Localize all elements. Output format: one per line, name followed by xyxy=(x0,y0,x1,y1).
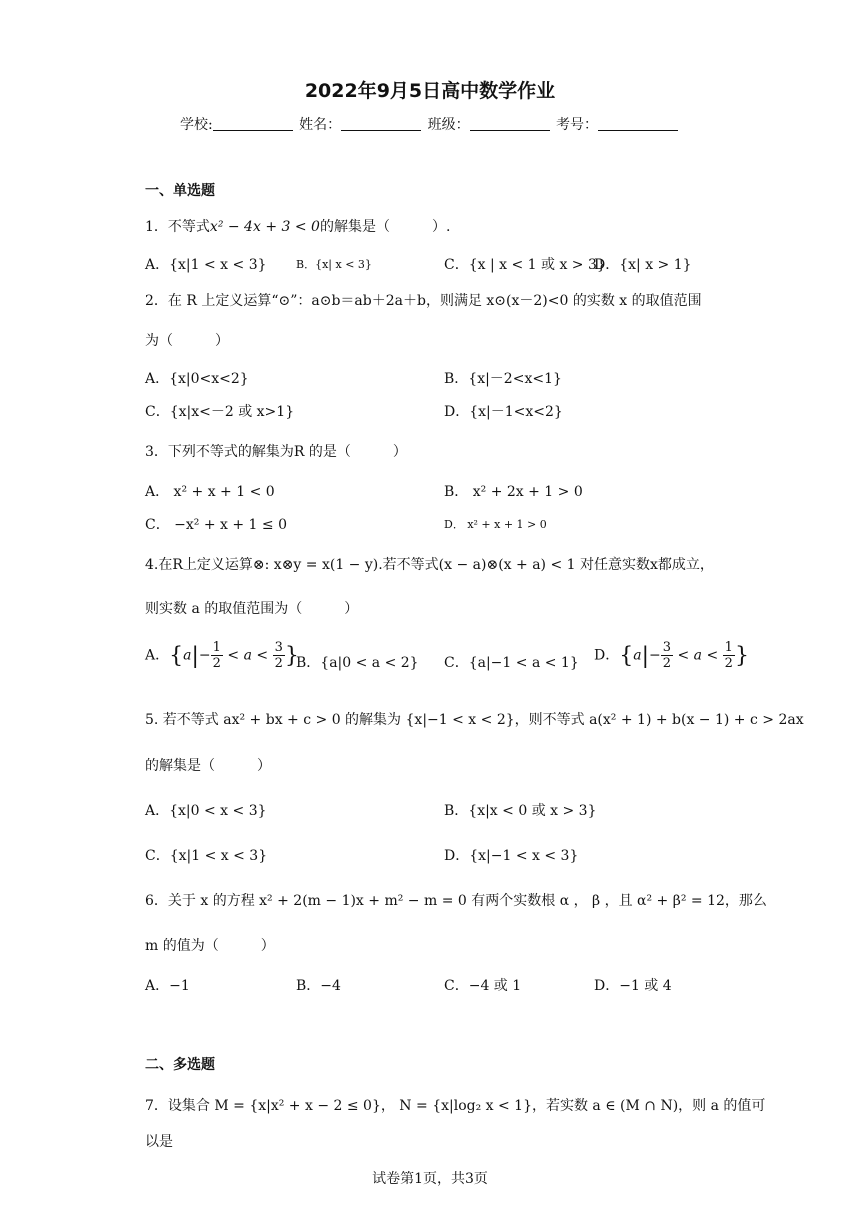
page-title: 2022年9月5日高中数学作业 xyxy=(304,80,556,102)
q3-option-a[interactable]: A． x² + x + 1 < 0 xyxy=(145,484,275,500)
section-multi-choice: 二、多选题 xyxy=(145,1057,215,1073)
question-6-line-1: 6．关于 x 的方程 x² + 2(m − 1)x + m² − m = 0 有两个实数根 α ， β ，且 α² + β² = 12，那么 xyxy=(145,893,767,909)
question-7-line-2: 以是 xyxy=(145,1134,173,1150)
question-6-line-2: m 的值为（ ） xyxy=(145,938,275,954)
q4-option-d[interactable]: D．{a|− $\frac{3}{2}$ < a < $\frac{1}{2}$ } xyxy=(594,640,749,671)
question-7-line-1: 7．设集合 M = {x|x² + x − 2 ≤ 0}， N = {x|log₂ x < 1}，若实数 a ∈ (M ∩ N)，则 a 的值可 xyxy=(145,1098,766,1114)
section-single-choice: 一、单选题 xyxy=(145,183,215,199)
q1-option-b[interactable]: B．{x| x < 3} xyxy=(296,258,372,271)
q1-option-d[interactable]: D．{x| x > 1} xyxy=(594,257,692,273)
question-5-line-1: 5. 若不等式 ax² + bx + c > 0 的解集为 {x|−1 < x < 2}，则不等式 a(x² + 1) + b(x − 1) + c > 2ax xyxy=(145,712,804,728)
q6-option-b[interactable]: B．−4 xyxy=(296,978,341,994)
q5-option-c[interactable]: C．{x|1 < x < 3} xyxy=(145,848,268,864)
student-info-line xyxy=(0,114,860,134)
school-label: 学校: xyxy=(179,117,213,133)
q5-option-b[interactable]: B．{x|x < 0 或 x > 3} xyxy=(444,803,597,819)
question-4-line-2: 则实数 a 的取值范围为（ ） xyxy=(145,601,359,617)
name-blank[interactable] xyxy=(341,116,421,131)
school-blank[interactable] xyxy=(213,116,293,131)
q1-option-c[interactable]: C．{x | x < 1 或 x > 3} xyxy=(444,257,606,273)
q2-option-a[interactable]: A．{x|0<x<2} xyxy=(145,371,249,387)
q2-option-d[interactable]: D．{x|－1<x<2} xyxy=(444,404,563,420)
class-blank[interactable] xyxy=(470,116,550,131)
q4-option-b[interactable]: B．{a|0 < a < 2} xyxy=(296,655,419,671)
q1-option-a[interactable]: A．{x|1 < x < 3} xyxy=(145,257,267,273)
page-footer: 试卷第1页，共3页 xyxy=(372,1171,488,1187)
question-5-line-2: 的解集是（ ） xyxy=(145,758,271,774)
name-label: 姓名： xyxy=(299,117,342,133)
q4-option-a[interactable]: A．{a|− $\frac{1}{2}$ < a < $\frac{3}{2}$ } xyxy=(145,640,299,671)
class-label: 班级： xyxy=(427,117,470,133)
q6-option-c[interactable]: C．−4 或 1 xyxy=(444,978,522,994)
q6-option-d[interactable]: D．−1 或 4 xyxy=(594,978,672,994)
question-4-line-1: 4.在R上定义运算⊗: x⊗y = x(1 − y).若不等式(x − a)⊗(x + a) < 1 对任意实数x都成立， xyxy=(145,557,714,573)
q2-option-b[interactable]: B．{x|－2<x<1} xyxy=(444,371,562,387)
q3-option-b[interactable]: B． x² + 2x + 1 > 0 xyxy=(444,484,583,500)
question-2-line-2: 为（ ） xyxy=(145,333,229,349)
question-2-line-1: 2．在 R 上定义运算“⊙”：a⊙b＝ab＋2a＋b，则满足 x⊙(x－2)<0 的实数 x 的取值范围 xyxy=(145,293,702,309)
q5-option-d[interactable]: D．{x|−1 < x < 3} xyxy=(444,848,579,864)
question-3: 3．下列不等式的解集为R 的是（ ） xyxy=(145,444,407,460)
q3-option-d[interactable]: D． x² + x + 1 > 0 xyxy=(444,518,547,531)
q6-option-a[interactable]: A．−1 xyxy=(145,978,190,994)
number-blank[interactable] xyxy=(598,116,678,131)
number-label: 考号： xyxy=(556,117,599,133)
q3-option-c[interactable]: C． −x² + x + 1 ≤ 0 xyxy=(145,517,288,533)
question-1: 1．不等式x² − 4x + 3 < 0的解集是（ ）. xyxy=(145,219,451,235)
q4-option-c[interactable]: C．{a|−1 < a < 1} xyxy=(444,655,579,671)
q2-option-c[interactable]: C．{x|x<－2 或 x>1} xyxy=(145,404,295,420)
q5-option-a[interactable]: A．{x|0 < x < 3} xyxy=(145,803,267,819)
